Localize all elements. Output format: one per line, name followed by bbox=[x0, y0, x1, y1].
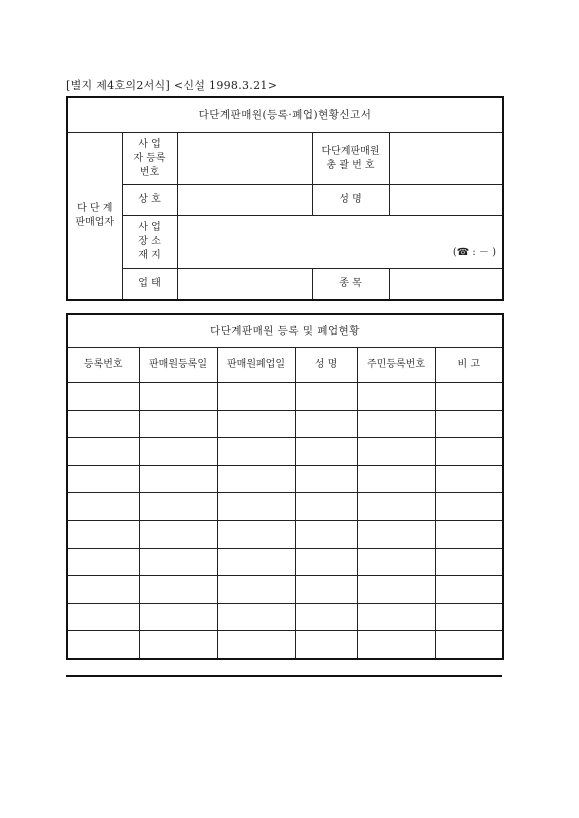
resident-no-cell[interactable] bbox=[357, 465, 435, 493]
reg-date-cell[interactable] bbox=[139, 410, 217, 438]
name-cell[interactable] bbox=[295, 548, 357, 576]
remarks-cell[interactable] bbox=[435, 383, 503, 411]
resident-no-cell[interactable] bbox=[357, 576, 435, 604]
remarks-cell[interactable] bbox=[435, 520, 503, 548]
table-row bbox=[67, 465, 503, 493]
remarks-cell[interactable] bbox=[435, 603, 503, 631]
close-date-cell[interactable] bbox=[217, 465, 295, 493]
trade-name-label: 상 호 bbox=[122, 185, 177, 216]
reg-date-cell[interactable] bbox=[139, 631, 217, 659]
table-row bbox=[67, 438, 503, 466]
reg-no-cell[interactable] bbox=[67, 410, 139, 438]
name-cell[interactable] bbox=[295, 383, 357, 411]
close-date-cell[interactable] bbox=[217, 410, 295, 438]
status-table-title: 다단계판매원 등록 및 폐업현황 bbox=[67, 314, 503, 348]
reg-no-cell[interactable] bbox=[67, 520, 139, 548]
name-cell[interactable] bbox=[295, 410, 357, 438]
trade-name-field[interactable] bbox=[177, 185, 312, 216]
col-header-reg-no: 등록번호 bbox=[67, 348, 139, 383]
rep-name-field[interactable] bbox=[389, 185, 503, 216]
name-cell[interactable] bbox=[295, 520, 357, 548]
name-cell[interactable] bbox=[295, 576, 357, 604]
close-date-cell[interactable] bbox=[217, 493, 295, 521]
item-label: 종 목 bbox=[312, 269, 389, 300]
rep-name-label: 성 명 bbox=[312, 185, 389, 216]
reg-no-cell[interactable] bbox=[67, 548, 139, 576]
close-date-cell[interactable] bbox=[217, 631, 295, 659]
business-type-field[interactable] bbox=[177, 269, 312, 300]
table-row bbox=[67, 603, 503, 631]
name-cell[interactable] bbox=[295, 603, 357, 631]
table-row bbox=[67, 548, 503, 576]
col-header-remarks: 비 고 bbox=[435, 348, 503, 383]
reg-date-cell[interactable] bbox=[139, 438, 217, 466]
company-info-table bbox=[66, 96, 504, 301]
resident-no-cell[interactable] bbox=[357, 520, 435, 548]
reg-date-cell[interactable] bbox=[139, 493, 217, 521]
name-cell[interactable] bbox=[295, 631, 357, 659]
reg-no-cell[interactable] bbox=[67, 383, 139, 411]
remarks-cell[interactable] bbox=[435, 465, 503, 493]
close-date-cell[interactable] bbox=[217, 576, 295, 604]
business-type-label: 업 태 bbox=[122, 269, 177, 300]
item-field[interactable] bbox=[389, 269, 503, 300]
name-cell[interactable] bbox=[295, 465, 357, 493]
remarks-cell[interactable] bbox=[435, 438, 503, 466]
section-label-seller: 다 단 계 판매업자 bbox=[67, 133, 122, 300]
remarks-cell[interactable] bbox=[435, 631, 503, 659]
resident-no-cell[interactable] bbox=[357, 631, 435, 659]
form-reference: [별지 제4호의2서식] <신설 1998.3.21> bbox=[66, 79, 278, 92]
reg-date-cell[interactable] bbox=[139, 465, 217, 493]
reg-date-cell[interactable] bbox=[139, 576, 217, 604]
biz-reg-no-label: 사 업 자 등록 번호 bbox=[122, 133, 177, 185]
resident-no-cell[interactable] bbox=[357, 603, 435, 631]
close-date-cell[interactable] bbox=[217, 383, 295, 411]
reg-no-cell[interactable] bbox=[67, 603, 139, 631]
col-header-name: 성 명 bbox=[295, 348, 357, 383]
phone-field[interactable]: (☎ : － ) bbox=[452, 246, 496, 258]
reg-date-cell[interactable] bbox=[139, 520, 217, 548]
reg-date-cell[interactable] bbox=[139, 383, 217, 411]
resident-no-cell[interactable] bbox=[357, 548, 435, 576]
reg-no-cell[interactable] bbox=[67, 576, 139, 604]
form-title: 다단계판매원(등록·폐업)현황신고서 bbox=[67, 97, 503, 133]
table-row bbox=[67, 493, 503, 521]
table-row bbox=[67, 631, 503, 659]
status-table bbox=[66, 313, 504, 660]
remarks-cell[interactable] bbox=[435, 410, 503, 438]
col-header-reg-date: 판매원등록일 bbox=[139, 348, 217, 383]
biz-reg-no-field[interactable] bbox=[177, 133, 312, 185]
reg-no-cell[interactable] bbox=[67, 438, 139, 466]
col-header-close-date: 판매원폐업일 bbox=[217, 348, 295, 383]
general-mgr-no-label: 다단계판매원 총 괄 번 호 bbox=[312, 133, 389, 185]
remarks-cell[interactable] bbox=[435, 493, 503, 521]
col-header-resident-no: 주민등록번호 bbox=[357, 348, 435, 383]
reg-no-cell[interactable] bbox=[67, 493, 139, 521]
remarks-cell[interactable] bbox=[435, 548, 503, 576]
close-date-cell[interactable] bbox=[217, 520, 295, 548]
close-date-cell[interactable] bbox=[217, 603, 295, 631]
table-row bbox=[67, 520, 503, 548]
resident-no-cell[interactable] bbox=[357, 438, 435, 466]
resident-no-cell[interactable] bbox=[357, 410, 435, 438]
close-date-cell[interactable] bbox=[217, 548, 295, 576]
location-field[interactable] bbox=[177, 216, 503, 269]
table-row bbox=[67, 383, 503, 411]
reg-date-cell[interactable] bbox=[139, 548, 217, 576]
table-row bbox=[67, 576, 503, 604]
remarks-cell[interactable] bbox=[435, 576, 503, 604]
resident-no-cell[interactable] bbox=[357, 493, 435, 521]
resident-no-cell[interactable] bbox=[357, 383, 435, 411]
name-cell[interactable] bbox=[295, 438, 357, 466]
bottom-divider bbox=[66, 675, 502, 677]
table-row bbox=[67, 410, 503, 438]
reg-no-cell[interactable] bbox=[67, 465, 139, 493]
close-date-cell[interactable] bbox=[217, 438, 295, 466]
reg-date-cell[interactable] bbox=[139, 603, 217, 631]
general-mgr-no-field[interactable] bbox=[389, 133, 503, 185]
location-label: 사 업 장 소 재 지 bbox=[122, 216, 177, 269]
name-cell[interactable] bbox=[295, 493, 357, 521]
reg-no-cell[interactable] bbox=[67, 631, 139, 659]
